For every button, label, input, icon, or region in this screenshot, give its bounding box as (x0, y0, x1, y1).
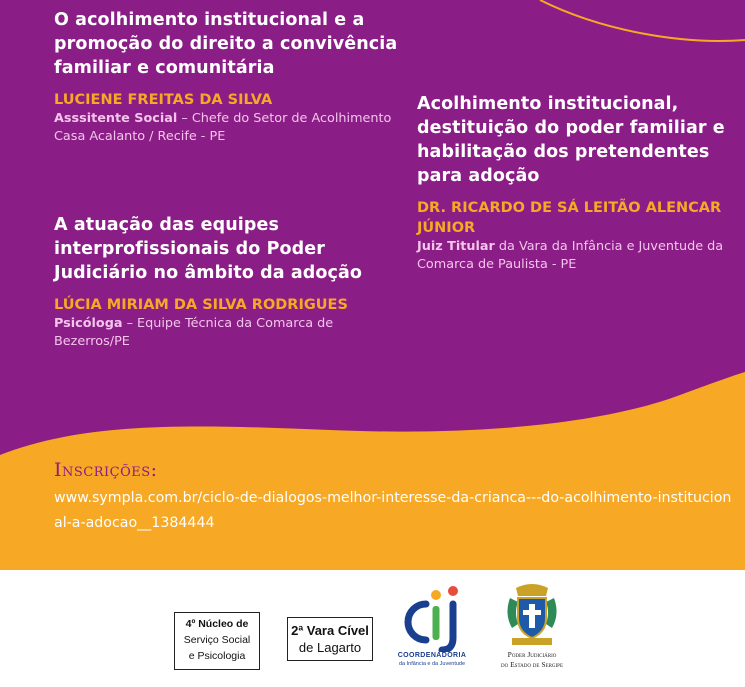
session-title: O acolhimento institucional e a promoção do direito a convivência familiar e comunitária (54, 10, 398, 78)
speaker-name: DR. RICARDO DE SÁ LEITÃO ALENCAR JÚNIOR (417, 200, 722, 236)
session-block-2 (54, 213, 404, 351)
cij-caption-1: COORDENADORIA (397, 652, 467, 659)
nucleo-line-3: e Psicologia (188, 650, 246, 662)
nucleo-servico-social-logo (174, 612, 260, 670)
tj-line-2: do Estado de Sergipe (500, 660, 564, 669)
speaker-role-title: Psicóloga (54, 316, 123, 331)
speaker-name: LÚCIA MIRIAM DA SILVA RODRIGUES (54, 297, 348, 313)
logos-footer (0, 570, 745, 687)
cij-caption-2: da Infância e da Juventude (398, 661, 466, 667)
session-block-3 (417, 92, 737, 274)
coat-of-arms-icon (502, 580, 562, 648)
vara-line-2: de Lagarto (298, 640, 362, 655)
inscricoes-link[interactable]: www.sympla.com.br/ciclo-de-dialogos-melhor-interesse-da-crianca---do-acolhimento-institucional-a-adocao__1384444 (54, 490, 732, 531)
session-block-1 (54, 8, 404, 146)
inscricoes-label: Inscrições: (54, 459, 158, 481)
speaker-role (54, 315, 404, 351)
nucleo-line-1: 4º Núcleo de (185, 618, 249, 630)
tj-caption (493, 650, 571, 670)
speaker-role-detail: da Vara da Infância e Juventude da Comarca de Paulista - PE (417, 239, 724, 272)
tj-sergipe-logo (493, 578, 571, 678)
speaker-name: LUCIENE FREITAS DA SILVA (54, 92, 273, 108)
vara-civel-lagarto-logo (287, 617, 373, 661)
speaker-role (54, 110, 404, 146)
speaker-role-title: Asssitente Social (54, 111, 178, 126)
decorative-curve (540, 0, 745, 41)
session-title: A atuação das equipes interprofissionais do Poder Judiciário no âmbito da adoção (54, 215, 363, 283)
speaker-role-detail: – Equipe Técnica da Comarca de Bezerros/PE (54, 316, 334, 349)
speaker-role-title: Juiz Titular (417, 239, 495, 254)
speaker-role (417, 238, 737, 274)
tj-line-1: Poder Judiciário (507, 650, 557, 659)
vara-line-1: 2ª Vara Cível (291, 623, 369, 638)
speaker-role-detail: – Chefe do Setor de Acolhimento Casa Acalanto / Recife - PE (54, 111, 392, 144)
cij-logo (390, 578, 474, 678)
nucleo-line-2: Serviço Social (183, 634, 251, 646)
session-title: Acolhimento institucional, destituição do poder familiar e habilitação dos pretendentes para adoção (417, 94, 725, 186)
cij-icon (396, 582, 476, 652)
